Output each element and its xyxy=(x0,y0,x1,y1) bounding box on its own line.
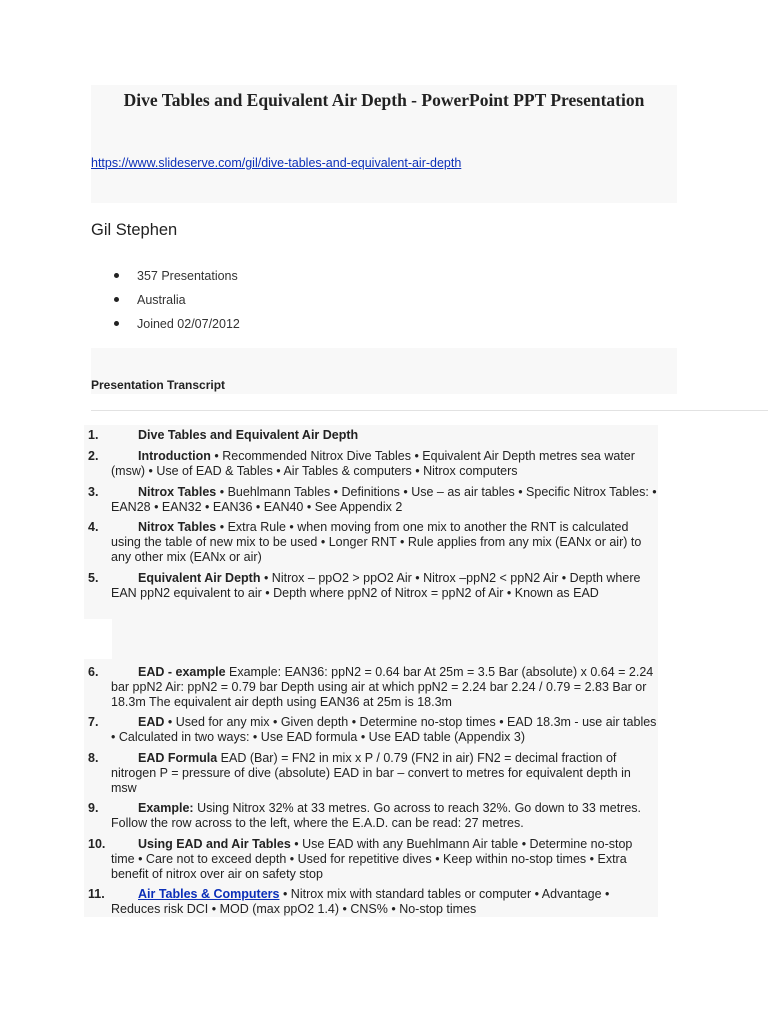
item-lead: Nitrox Tables xyxy=(138,520,217,534)
transcript-item-3 xyxy=(84,485,658,515)
item-number: 8. xyxy=(88,751,99,765)
item-lead: Nitrox Tables xyxy=(138,485,217,499)
item-text: Example: EAN36: ppN2 = 0.64 bar At 25m = 3.5 Bar (absolute) x 0.64 = 2.24 bar ppN2 Air: ppN2 = 0.79 bar Depth using air at which ppN2 = 2.24 bar 2.24 / 0.79 = 2.83 Bar or 18.3m The equivalent air depth using EAN36 at 25m is 18.3m xyxy=(111,665,654,709)
transcript-item-11 xyxy=(84,887,658,917)
author-name: Gil Stephen xyxy=(91,221,178,239)
transcript-panel-gap xyxy=(112,617,658,661)
transcript-item-8 xyxy=(84,751,658,796)
transcript-heading: Presentation Transcript xyxy=(91,378,226,392)
item-lead: Introduction xyxy=(138,449,211,463)
item-number: 5. xyxy=(88,571,99,585)
transcript-item-1 xyxy=(84,428,658,443)
transcript-item-7 xyxy=(84,715,658,745)
divider xyxy=(91,410,768,411)
transcript-item-10 xyxy=(84,837,658,882)
item-lead: EAD - example xyxy=(138,665,226,679)
item-number: 7. xyxy=(88,715,99,729)
item-text: • Extra Rule • when moving from one mix to another the RNT is calculated using the table of new mix to be used • Longer RNT • Rule applies from any mix (EANx or air) to any other mix (EANx or air) xyxy=(111,520,642,564)
item-lead: Equivalent Air Depth xyxy=(138,571,261,585)
item-lead: EAD xyxy=(138,715,165,729)
item-text: EAD (Bar) = FN2 in mix x P / 0.79 (FN2 in air) FN2 = decimal fraction of nitrogen P = pressure of dive (absolute) EAD in bar – convert to metres for equivalent depth in msw xyxy=(111,751,631,795)
item-number: 3. xyxy=(88,485,99,499)
transcript-item-9 xyxy=(84,801,658,831)
document-title: Dive Tables and Equivalent Air Depth - PowerPoint PPT Presentation xyxy=(123,90,645,110)
item-number: 11. xyxy=(88,887,105,901)
transcript-item-4 xyxy=(84,520,658,565)
item-number: 6. xyxy=(88,665,99,679)
item-lead: EAD Formula xyxy=(138,751,218,765)
transcript-item-5 xyxy=(84,571,658,601)
meta-presentations: 357 Presentations xyxy=(110,267,240,291)
item-lead: Using EAD and Air Tables xyxy=(138,837,291,851)
source-link[interactable]: https://www.slideserve.com/gil/dive-tables-and-equivalent-air-depth xyxy=(91,156,462,170)
transcript-item-6 xyxy=(84,665,658,710)
item-text: • Used for any mix • Given depth • Determine no-stop times • EAD 18.3m - use air tables • Calculated in two ways: • Use EAD formula • Use EAD table (Appendix 3) xyxy=(111,715,657,744)
item-number: 2. xyxy=(88,449,99,463)
meta-location: Australia xyxy=(110,291,240,315)
item-text: • Recommended Nitrox Dive Tables • Equivalent Air Depth metres sea water (msw) • Use of EAD & Tables • Air Tables & computers • Nitrox computers xyxy=(111,449,635,478)
item-number: 10. xyxy=(88,837,106,851)
item-text: Using Nitrox 32% at 33 metres. Go across to reach 32%. Go down to 33 metres. Follow the row across to the left, where the E.A.D. can be read: 27 metres. xyxy=(111,801,642,830)
author-meta-list xyxy=(110,267,240,339)
item-number: 9. xyxy=(88,801,99,815)
item-text: • Use EAD with any Buehlmann Air table • Determine no-stop time • Care not to exceed depth • Used for repetitive dives • Keep within no-stop times • Extra benefit of nitrox over air on safety stop xyxy=(111,837,633,881)
meta-joined: Joined 02/07/2012 xyxy=(110,315,240,339)
item-lead: Dive Tables and Equivalent Air Depth xyxy=(138,428,359,442)
transcript-item-2 xyxy=(84,449,658,479)
item-text: • Nitrox – ppO2 > ppO2 Air • Nitrox –ppN2 < ppN2 Air • Depth where EAN ppN2 equivalent to air • Depth where ppN2 of Nitrox = ppN2 of Air • Known as EAD xyxy=(111,571,641,600)
item-lead-link[interactable]: Air Tables & Computers xyxy=(138,887,280,901)
item-lead: Example: xyxy=(138,801,194,815)
item-text: • Buehlmann Tables • Definitions • Use – as air tables • Specific Nitrox Tables: • EAN28 • EAN32 • EAN36 • EAN40 • See Appendix 2 xyxy=(111,485,657,514)
item-number: 4. xyxy=(88,520,99,534)
item-number: 1. xyxy=(88,428,99,442)
item-text: • Nitrox mix with standard tables or computer • Advantage • Reduces risk DCI • MOD (max ppO2 1.4) • CNS% • No-stop times xyxy=(111,887,610,916)
